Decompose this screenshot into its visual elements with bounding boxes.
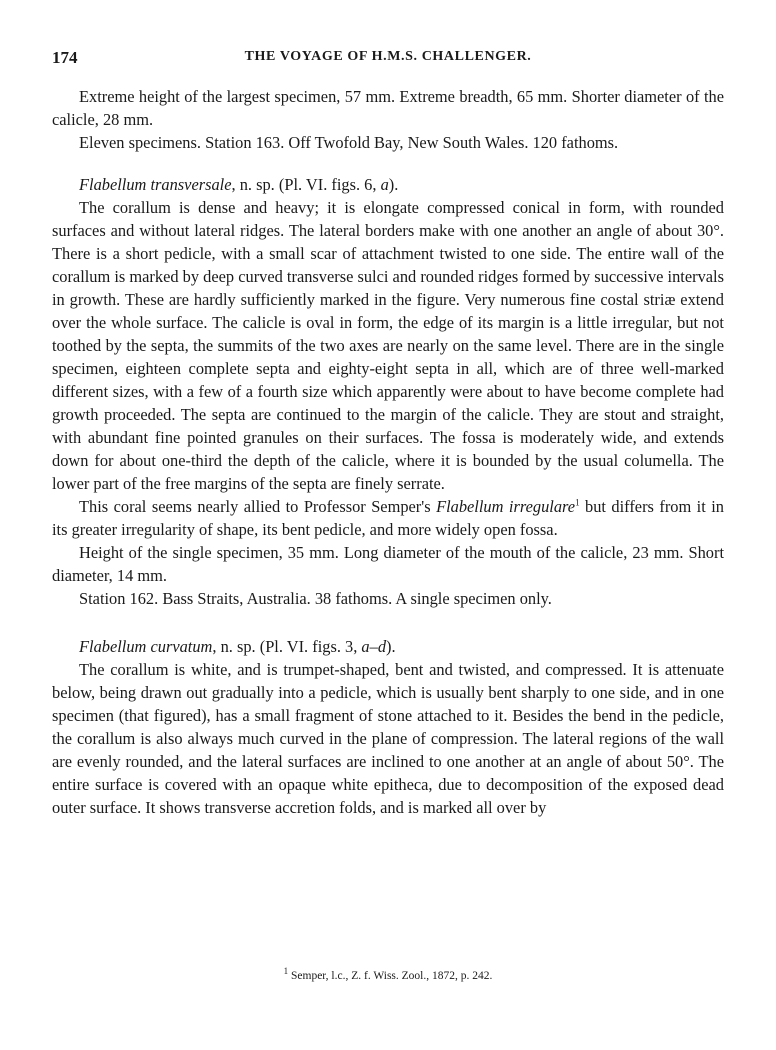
- compared-species-name: Flabellum irregulare: [436, 497, 576, 516]
- page-header: [52, 48, 724, 72]
- footnote: [0, 966, 776, 982]
- body-text: [52, 85, 724, 819]
- species-heading-curvatum: [52, 635, 724, 658]
- footnote-marker: 1: [575, 497, 580, 508]
- species-description-transversale: The corallum is dense and heavy; it is elongate compressed conical in form, with rounded surfaces and without lateral ridges. The lateral borders make with one another an angle of about 30°. There is a short pedicle, with a small scar of attachment twisted to one side. The entire wall of the corallum is marked by deep curved transverse sulci and rounded ridges formed by successive intervals in growth. These are hardly sufficiently marked in the figure. Very numerous fine costal striæ extend over the whole surface. The calicle is oval in form, the edge of its margin is a little irregular, but not toothed by the septa, the summits of the two axes are nearly on the same level. There are in the single specimen, eighteen complete septa and eighty-eight septa in all, which are of three well-marked different sizes, with a few of a fourth size which apparently were about to have become complete had growth proceeded. The septa are continued to the margin of the calicle. They are stout and straight, with abundant fine pointed granules on their surfaces. The fossa is moderately wide, and extends down for about one-third the depth of the calicle, where it is bounded by the usual columella. The lower part of the free margins of the septa are finely serrate.: [52, 198, 724, 493]
- footnote-number: 1: [283, 966, 289, 977]
- running-title: THE VOYAGE OF H.M.S. CHALLENGER.: [244, 49, 532, 64]
- footnote-text: Semper, l.c., Z. f. Wiss. Zool., 1872, p. 242.: [288, 970, 493, 982]
- species-reference: , n. sp. (Pl. VI. figs. 6,: [231, 175, 381, 194]
- figure-letter: a–d: [361, 637, 387, 656]
- specimen-station: Eleven specimens. Station 163. Off Twofold Bay, New South Wales. 120 fathoms.: [79, 133, 619, 152]
- species-description-curvatum: The corallum is white, and is trumpet-shaped, bent and twisted, and compressed. It is attenuate below, being drawn out gradually into a pedicle, which is usually bent sharply to one side, and in one specimen (that figured), has a small fragment of stone attached to it. Besides the bend in the pedicle, the corallum is also always much curved in the plane of compression. The lateral regions of the wall are evenly rounded, and the lateral surfaces are inclined to one another at an angle of about 50°. The entire surface is covered with an opaque white epitheca, due to decomposition of the exposed dead outer surface. It shows transverse accretion folds, and is marked all over by: [52, 660, 724, 817]
- species-reference-end: ).: [388, 175, 399, 194]
- figure-letter: a: [380, 175, 389, 194]
- species-comparison: This coral seems nearly allied to Professor Semper's Flabellum irregulare$^1$ but differs from it in its greater irregularity of shape, its bent pedicle, and more widely open fossa.: [52, 497, 725, 539]
- specimen-station-transversale: Station 162. Bass Straits, Australia. 38 fathoms. A single specimen only.: [79, 589, 552, 608]
- species-heading-transversale: [52, 173, 724, 196]
- page-number: 174: [52, 48, 78, 67]
- species-reference: , n. sp. (Pl. VI. figs. 3,: [212, 637, 362, 656]
- species-name: Flabellum curvatum: [79, 637, 213, 656]
- species-reference-end: ).: [386, 637, 396, 656]
- specimen-measurements: Extreme height of the largest specimen, 57 mm. Extreme breadth, 65 mm. Shorter diameter of the calicle, 28 mm.: [52, 87, 724, 129]
- specimen-measurements-transversale: Height of the single specimen, 35 mm. Long diameter of the mouth of the calicle, 23 mm. Short diameter, 14 mm.: [52, 543, 724, 585]
- species-name: Flabellum transversale: [79, 175, 232, 194]
